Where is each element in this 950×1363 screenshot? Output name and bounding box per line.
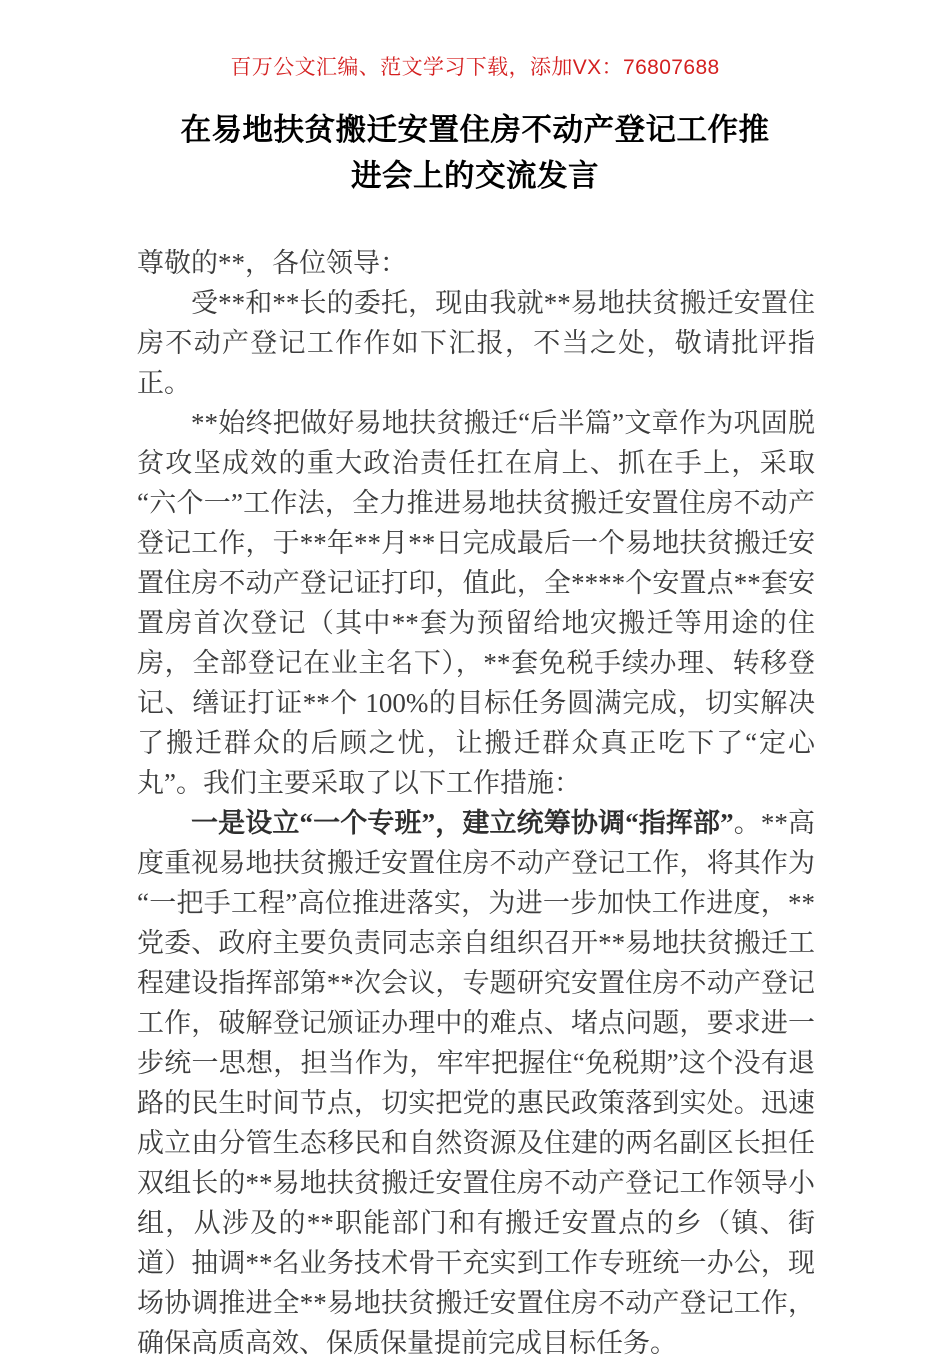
promo-banner-text: 百万公文汇编、范文学习下载，添加VX：76807688 [230, 56, 720, 79]
paragraph-intro: 受**和**长的委托，现由我就**易地扶贫搬迁安置住房不动产登记工作作如下汇报，不当之处，敬请批评指正。 [137, 288, 815, 398]
document-title-line-2: 进会上的交流发言 [351, 159, 599, 193]
paragraph-overview: **始终把做好易地扶贫搬迁“后半篇”文章作为巩固脱贫攻坚成效的重大政治责任扛在肩上、抓在手上，采取“六个一”工作法，全力推进易地扶贫搬迁安置住房不动产登记工作，于**年**月**日完成最后一个易地扶贫搬迁安置住房不动产登记证打印，值此，全****个安置点**套安置房首次登记（其中**套为预留给地灾搬迁等用途的住房，全部登记在业主名下），**套免税手续办理、转移登记、缮证打证**个 100%的目标任务圆满完成，切实解决了搬迁群众的后顾之忧，让搬迁群众真正吃下了“定心丸”。我们主要采取了以下工作措施： [137, 408, 815, 798]
document-body [137, 243, 815, 1363]
paragraph-salutation: 尊敬的**，各位领导： [137, 248, 407, 278]
paragraph-measure-one [137, 803, 815, 1363]
document-title-line-1: 在易地扶贫搬迁安置住房不动产登记工作推 [180, 113, 770, 147]
document-title [137, 107, 813, 199]
paragraph-measure-one-text: 。**高度重视易地扶贫搬迁安置住房不动产登记工作，将其作为“一把手工程”高位推进落实，为进一步加快工作进度，**党委、政府主要负责同志亲自组织召开**易地扶贫搬迁工程建设指挥部第**次会议，专题研究安置住房不动产登记工作，破解登记颁证办理中的难点、堵点问题，要求进一步统一思想，担当作为，牢牢把握住“免税期”这个没有退路的民生时间节点，切实把党的惠民政策落到实处。迅速成立由分管生态移民和自然资源及住建的两名副区长担任双组长的**易地扶贫搬迁安置住房不动产登记工作领导小组，从涉及的**职能部门和有搬迁安置点的乡（镇、街道）抽调**名业务技术骨干充实到工作专班统一办公，现场协调推进全**易地扶贫搬迁安置住房不动产登记工作，确保高质高效、保质保量提前完成目标任务。 [137, 808, 815, 1358]
promo-banner [0, 55, 950, 80]
paragraph-measure-one-lead: 一是设立“一个专班”，建立统筹协调“指挥部” [191, 808, 734, 838]
